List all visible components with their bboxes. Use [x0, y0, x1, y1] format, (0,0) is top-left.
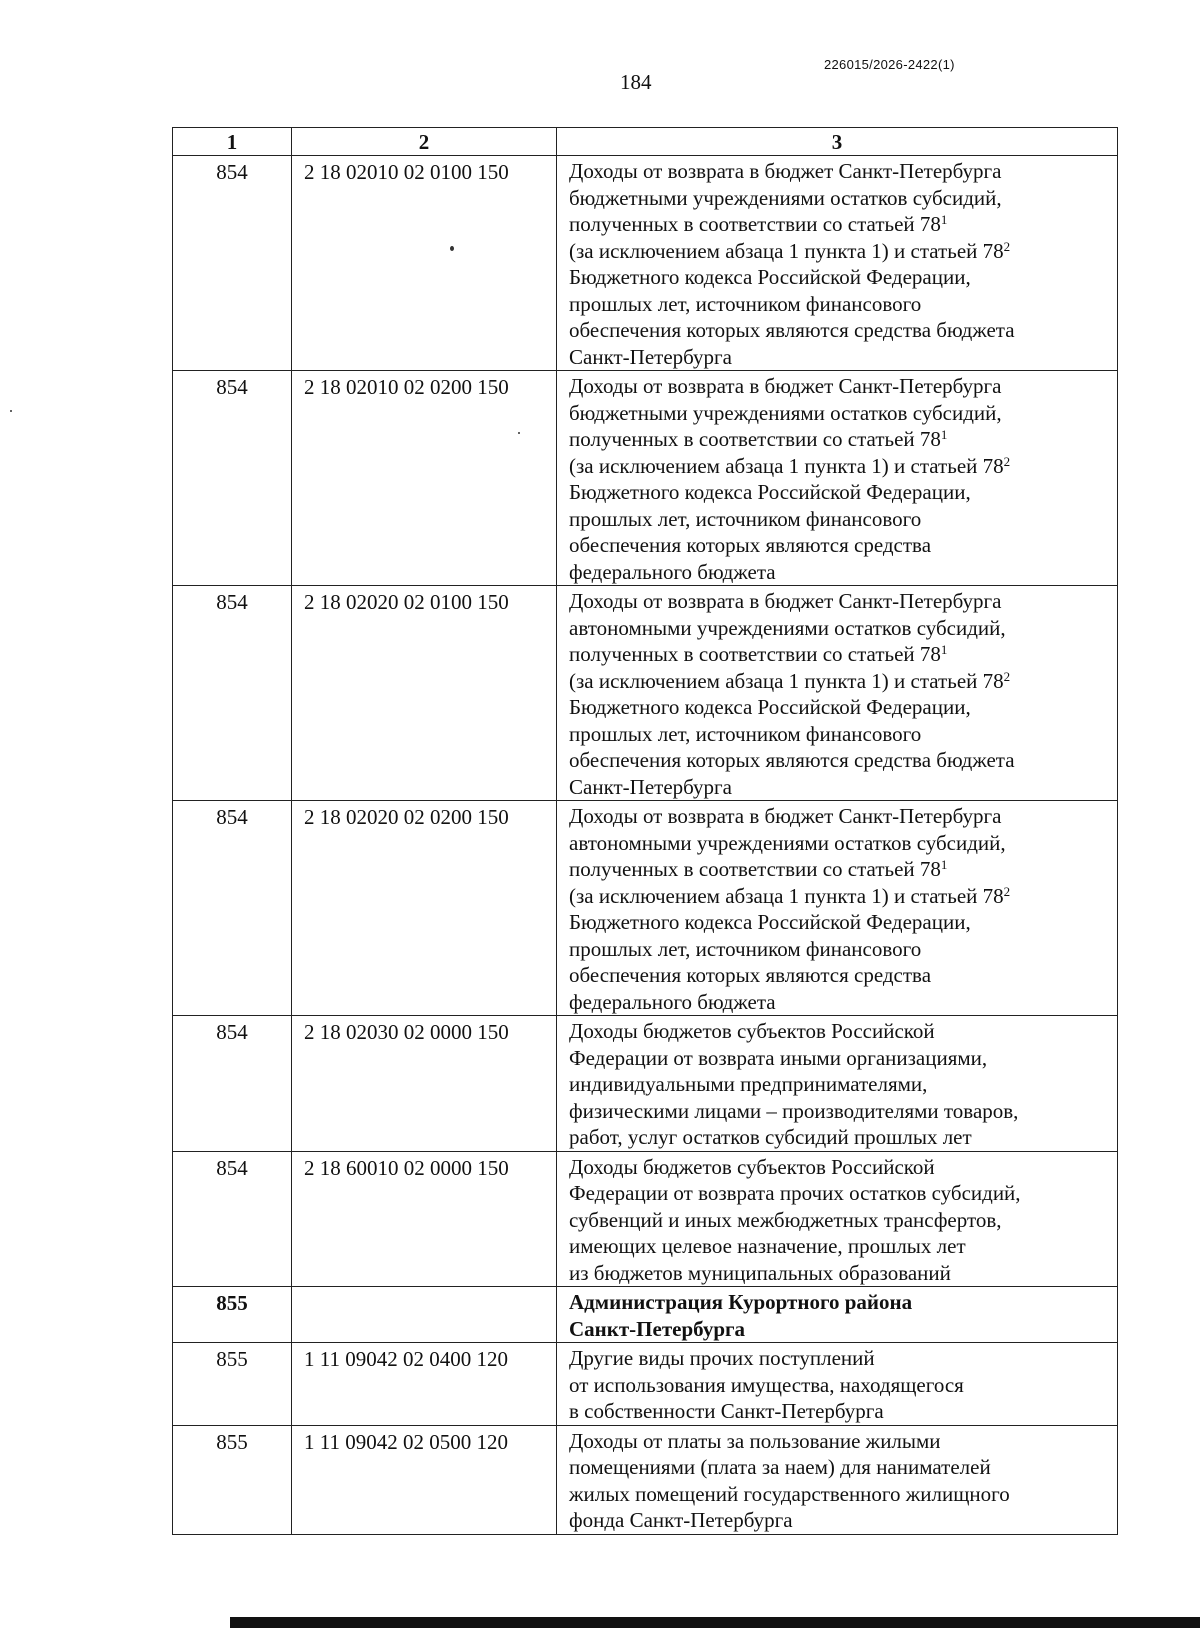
description-line: Бюджетного кодекса Российской Федерации, — [569, 910, 971, 934]
ministry-code-cell: 854 — [173, 801, 292, 1016]
ministry-code-cell: 854 — [173, 371, 292, 586]
revenue-code-cell — [292, 1287, 557, 1343]
description-line: работ, услуг остатков субсидий прошлых лет — [569, 1125, 972, 1149]
revenue-code-cell: 2 18 02030 02 0000 150 — [292, 1016, 557, 1152]
table-row — [173, 371, 1118, 586]
description-line: (за исключением абзаца 1 пункта 1) и статьей $78^2$ — [569, 668, 1011, 693]
description-line: индивидуальными предпринимателями, — [569, 1072, 928, 1096]
revenue-codes-table — [172, 127, 1118, 1535]
page-number: 184 — [620, 70, 652, 94]
description-line: полученных в соответствии со статьей $78^1$ — [569, 427, 948, 451]
description-line: обеспечения которых являются средства — [569, 533, 932, 557]
ministry-code-cell: 854 — [173, 156, 292, 371]
description-line: (за исключением абзаца 1 пункта 1) и статьей $78^2$ — [569, 453, 1011, 478]
description-line: бюджетными учреждениями остатков субсидий, — [569, 185, 1002, 210]
description-line: из бюджетов муниципальных образований — [569, 1260, 951, 1285]
column-header-2: 2 — [292, 128, 557, 156]
column-header-3: 3 — [557, 128, 1118, 156]
description-line: полученных в соответствии со статьей $78^1$ — [569, 857, 948, 881]
table-row — [173, 1287, 1118, 1343]
description-line: субвенций и иных межбюджетных трансфертов, — [569, 1207, 1002, 1232]
description-line: Доходы от возврата в бюджет Санкт-Петербурга — [569, 159, 1002, 183]
scan-speck — [450, 246, 454, 251]
ministry-code-cell: 855 — [173, 1343, 292, 1426]
description-line: автономными учреждениями остатков субсидий, — [569, 615, 1006, 640]
description-cell — [557, 1425, 1118, 1534]
description-cell — [557, 371, 1118, 586]
table-row — [173, 586, 1118, 801]
scan-speck — [10, 410, 12, 412]
description-line: Санкт-Петербурга — [569, 774, 732, 799]
table-row — [173, 1016, 1118, 1152]
revenue-code-cell: 2 18 02010 02 0200 150 — [292, 371, 557, 586]
description-line: автономными учреждениями остатков субсидий, — [569, 830, 1006, 855]
revenue-code-cell: 2 18 60010 02 0000 150 — [292, 1151, 557, 1287]
table-row — [173, 156, 1118, 371]
description-cell — [557, 1287, 1118, 1343]
description-line: полученных в соответствии со статьей $78^1$ — [569, 642, 948, 666]
description-line: федерального бюджета — [569, 989, 776, 1014]
ministry-code-cell: 854 — [173, 1016, 292, 1152]
ministry-code-cell: 854 — [173, 586, 292, 801]
description-line: федерального бюджета — [569, 559, 776, 584]
description-cell — [557, 586, 1118, 801]
revenue-code-cell: 2 18 02010 02 0100 150 — [292, 156, 557, 371]
revenue-code-cell: 1 11 09042 02 0500 120 — [292, 1425, 557, 1534]
document-id: 226015/2026-2422(1) — [824, 57, 955, 72]
description-line: Администрация Курортного района — [569, 1290, 913, 1314]
scan-edge-bar — [230, 1617, 1200, 1628]
ministry-code-cell: 854 — [173, 1151, 292, 1287]
revenue-code-cell: 2 18 02020 02 0100 150 — [292, 586, 557, 801]
table-row — [173, 1343, 1118, 1426]
description-line: имеющих целевое назначение, прошлых лет — [569, 1234, 966, 1258]
scan-speck — [518, 432, 520, 434]
description-line: Доходы от возврата в бюджет Санкт-Петербурга — [569, 589, 1002, 613]
description-line: Санкт-Петербурга — [569, 1316, 746, 1341]
description-line: прошлых лет, источником финансового — [569, 936, 922, 961]
description-line: Федерации от возврата иными организациями, — [569, 1045, 988, 1070]
description-line: Доходы от возврата в бюджет Санкт-Петербурга — [569, 804, 1002, 828]
description-cell — [557, 1343, 1118, 1426]
description-line: прошлых лет, источником финансового — [569, 291, 922, 316]
description-cell — [557, 1016, 1118, 1152]
description-line: обеспечения которых являются средства бюджета — [569, 748, 1015, 772]
description-line: (за исключением абзаца 1 пункта 1) и статьей $78^2$ — [569, 238, 1011, 263]
description-line: Бюджетного кодекса Российской Федерации, — [569, 695, 971, 719]
description-line: от использования имущества, находящегося — [569, 1372, 964, 1397]
description-line: бюджетными учреждениями остатков субсидий, — [569, 400, 1002, 425]
description-line: Доходы бюджетов субъектов Российской — [569, 1154, 935, 1179]
description-cell — [557, 801, 1118, 1016]
description-line: Доходы от платы за пользование жилыми — [569, 1428, 941, 1453]
description-line: прошлых лет, источником финансового — [569, 506, 922, 531]
description-line: (за исключением абзаца 1 пункта 1) и статьей $78^2$ — [569, 883, 1011, 908]
description-cell — [557, 156, 1118, 371]
description-line: Бюджетного кодекса Российской Федерации, — [569, 480, 971, 504]
description-line: Федерации от возврата прочих остатков субсидий, — [569, 1181, 1021, 1205]
description-line: полученных в соответствии со статьей $78^1$ — [569, 212, 948, 236]
description-line: помещениями (плата за наем) для нанимателей — [569, 1455, 991, 1479]
description-cell — [557, 1151, 1118, 1287]
ministry-code-cell: 855 — [173, 1287, 292, 1343]
description-line: фонда Санкт-Петербурга — [569, 1508, 793, 1532]
description-line: прошлых лет, источником финансового — [569, 721, 922, 746]
description-line: обеспечения которых являются средства бюджета — [569, 318, 1015, 342]
description-line: Доходы бюджетов субъектов Российской — [569, 1019, 935, 1043]
column-header-1: 1 — [173, 128, 292, 156]
revenue-code-cell: 1 11 09042 02 0400 120 — [292, 1343, 557, 1426]
table-row — [173, 1425, 1118, 1534]
table-row — [173, 801, 1118, 1016]
table-row — [173, 1151, 1118, 1287]
description-line: жилых помещений государственного жилищного — [569, 1481, 1010, 1506]
ministry-code-cell: 855 — [173, 1425, 292, 1534]
revenue-code-cell: 2 18 02020 02 0200 150 — [292, 801, 557, 1016]
description-line: Доходы от возврата в бюджет Санкт-Петербурга — [569, 374, 1002, 398]
description-line: обеспечения которых являются средства — [569, 963, 932, 987]
table-header-row — [173, 128, 1118, 156]
description-line: физическими лицами – производителями товаров, — [569, 1098, 1019, 1123]
description-line: в собственности Санкт-Петербурга — [569, 1399, 884, 1423]
description-line: Другие виды прочих поступлений — [569, 1346, 875, 1370]
description-line: Бюджетного кодекса Российской Федерации, — [569, 265, 971, 289]
description-line: Санкт-Петербурга — [569, 344, 732, 369]
